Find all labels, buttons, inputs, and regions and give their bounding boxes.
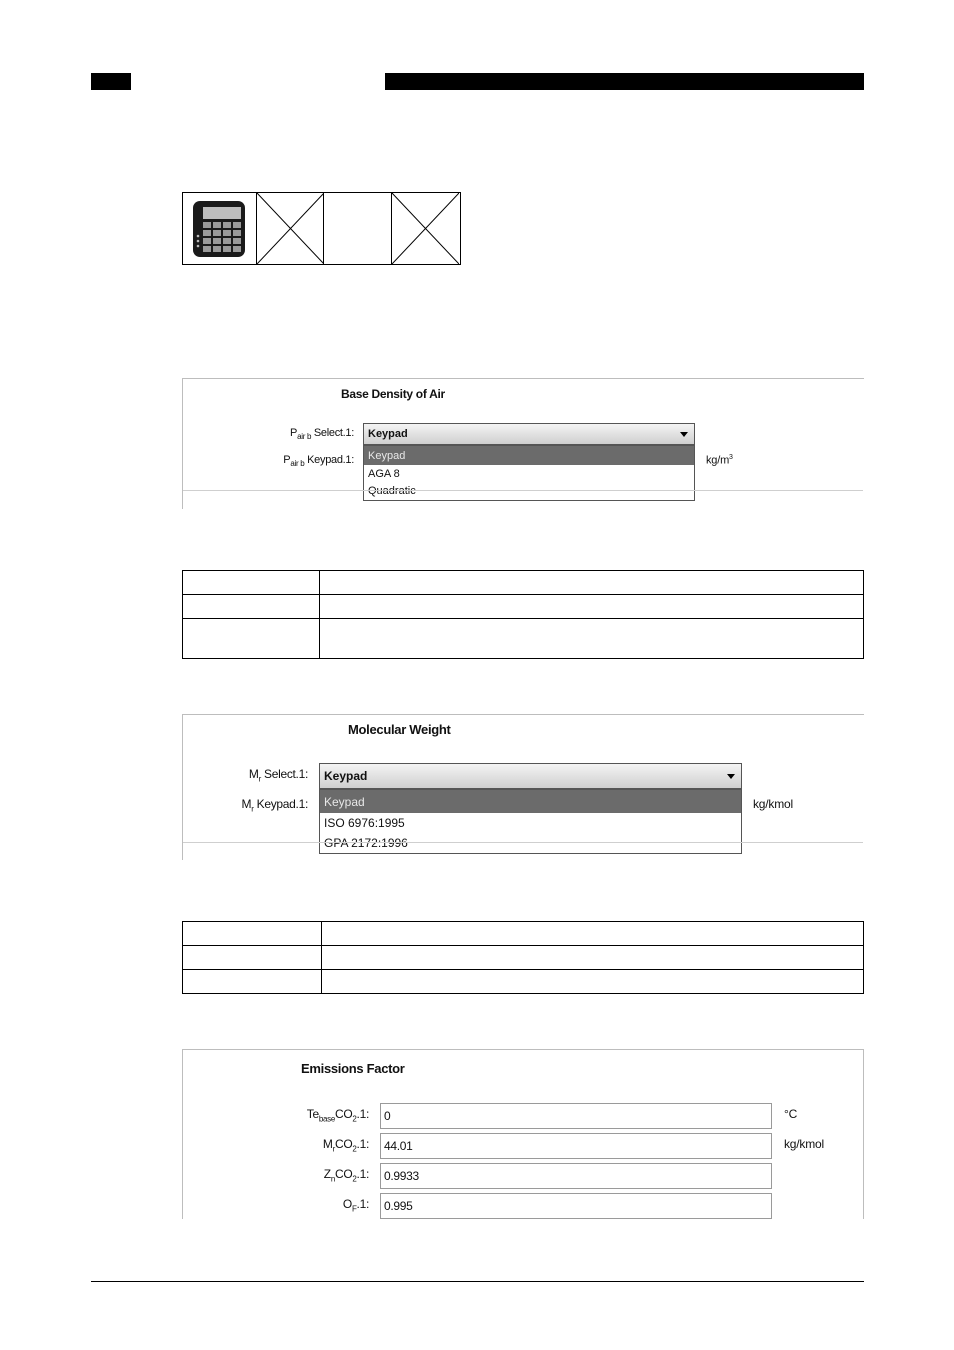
mr-keypad-label: $M_r$ Keypad.1: [241, 797, 308, 814]
icon-strip [182, 192, 461, 265]
empty-icon-cell [324, 193, 392, 264]
unit-label: kg/kmol [753, 797, 793, 811]
divider [183, 490, 863, 491]
pair-select-label: $P_{air b}$ Select.1: [290, 427, 354, 442]
panel-title: Molecular Weight [348, 722, 451, 737]
mr-options-list [319, 789, 742, 854]
unit-label: kg/kmol [784, 1137, 824, 1151]
pair-select-dropdown[interactable] [363, 423, 695, 445]
tebase-co2-label: $Te_{base}CO_2.1$: [306, 1107, 369, 1124]
header-bar-left [91, 73, 131, 90]
footer-rule [91, 1281, 864, 1282]
unit-label: $kg/m^3$ [706, 454, 733, 467]
table-row [183, 595, 864, 619]
option-gpa-2172[interactable]: GPA 2172:1996 [324, 836, 408, 850]
tebase-co2-field[interactable]: 0 [380, 1103, 772, 1129]
mr-co2-field[interactable]: 44.01 [380, 1133, 772, 1159]
placeholder-x-icon [257, 193, 325, 264]
table-row [183, 946, 864, 970]
option-keypad[interactable]: Keypad [364, 446, 694, 465]
of-field[interactable]: 0.995 [380, 1193, 772, 1219]
of-label: $O_F.1$: [342, 1197, 369, 1214]
zn-co2-label: $Z_nCO_2.1$: [323, 1167, 369, 1184]
panel-title: Base Density of Air [341, 387, 445, 401]
mr-co2-label: $M_rCO_2.1$: [322, 1137, 369, 1154]
option-aga8[interactable]: AGA 8 [368, 467, 400, 480]
table-row [183, 970, 864, 994]
panel-base-density-air [182, 378, 864, 509]
chevron-down-icon[interactable] [680, 432, 688, 437]
pair-keypad-label: $P_{air b}$ Keypad.1: [283, 454, 354, 469]
table-1 [182, 570, 864, 659]
zn-co2-field[interactable]: 0.9933 [380, 1163, 772, 1189]
chevron-down-icon[interactable] [727, 774, 735, 779]
panel-title: Emissions Factor [301, 1061, 405, 1076]
mr-select-label: $M_r$ Select.1: [248, 767, 308, 784]
pair-options-list [363, 445, 695, 501]
option-keypad[interactable]: Keypad [320, 790, 741, 813]
option-iso-6976[interactable]: ISO 6976:1995 [324, 816, 405, 830]
table-row [183, 619, 864, 659]
option-quadratic[interactable]: Quadratic [368, 484, 416, 497]
table-2 [182, 921, 864, 994]
unit-label: °C [784, 1107, 798, 1121]
placeholder-x-icon [392, 193, 460, 264]
select-value: Keypad [324, 769, 368, 783]
panel-emissions-factor [182, 1049, 864, 1219]
header-bar-right [385, 73, 864, 90]
select-value: Keypad [368, 428, 408, 440]
table-row [183, 922, 864, 946]
mr-select-dropdown[interactable] [319, 763, 742, 789]
panel-molecular-weight [182, 714, 864, 860]
calculator-icon[interactable] [183, 193, 257, 264]
table-row [183, 571, 864, 595]
divider [183, 842, 863, 843]
